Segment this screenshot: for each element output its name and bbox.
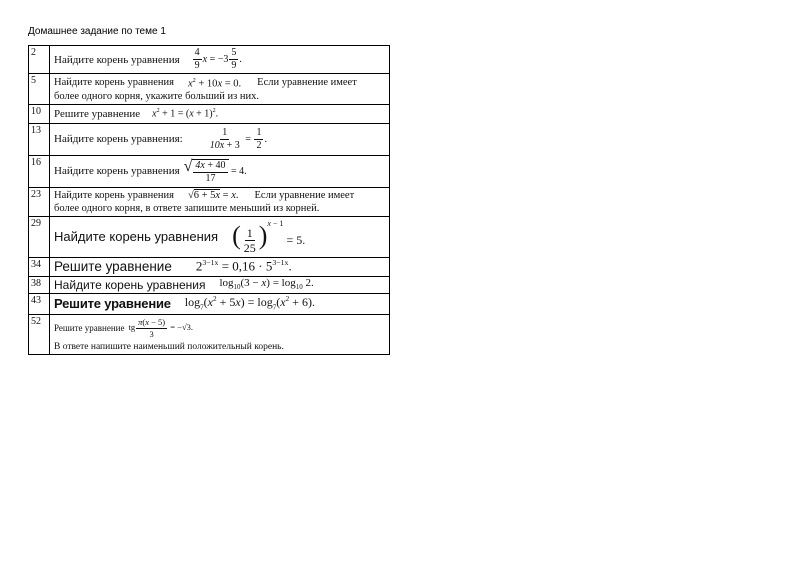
task-number: 13 (29, 123, 50, 155)
task-content (50, 276, 390, 293)
equation: $2^{3-1x} = 0,16 \cdot 5^{3-1x}$. (195, 258, 292, 274)
table-row (29, 104, 390, 123)
table-row (29, 155, 390, 187)
task-text-3: более одного корня, укажите больший из них. (54, 90, 260, 102)
task-text: Решите уравнение (54, 323, 125, 333)
task-text: Найдите корень уравнения (54, 229, 219, 244)
equation: $\frac{1}{10x + 3}$ = $\frac{1}{2}$ . (209, 126, 267, 151)
task-number: 29 (29, 216, 50, 257)
task-text: Решите уравнение (54, 296, 171, 311)
task-number: 23 (29, 187, 50, 216)
page-title: Домашнее задание по теме 1 (28, 26, 166, 37)
table-row (29, 123, 390, 155)
equation: √ $\frac{4x + 40}{17}$ = 4. (183, 157, 247, 184)
task-text: Найдите корень уравнения (54, 76, 174, 88)
task-number: 43 (29, 293, 50, 314)
table-row (29, 293, 390, 314)
table-row (29, 187, 390, 216)
task-number: 2 (29, 46, 50, 74)
equation: √6 + 5x = x. (187, 189, 239, 201)
task-number: 52 (29, 314, 50, 354)
task-text-2: Если уравнение имеет (257, 76, 357, 88)
equation: $\log_7(x^2 + 5x) = \log_7(x^2 + 6)$. (184, 295, 315, 312)
task-text: Найдите корень уравнения (54, 165, 180, 177)
task-content (50, 257, 390, 276)
task-text: Найдите корень уравнения (54, 277, 206, 292)
task-content (50, 46, 390, 74)
task-text-3: В ответе напишите наименьший положительный корень. (54, 341, 284, 352)
table-row (29, 74, 390, 105)
task-text: Решите уравнение (54, 259, 172, 274)
table-row (29, 46, 390, 74)
task-number: 34 (29, 257, 50, 276)
equation: $x^2 + 1 = (x + 1)^2$. (152, 107, 219, 120)
task-text: Найдите корень уравнения: (54, 133, 183, 145)
tasks-table (28, 45, 390, 355)
equation: $\log_{10}(3 - x) = \log_{10} 2$. (219, 277, 314, 292)
task-text-3: более одного корня, в ответе запишите меньший из корней. (54, 202, 320, 214)
table-row (29, 276, 390, 293)
table-row (29, 257, 390, 276)
task-number: 38 (29, 276, 50, 293)
task-text: Найдите корень уравнения (54, 53, 180, 66)
task-content (50, 187, 390, 216)
task-content (50, 314, 390, 354)
equation: $\frac{4}{9}$ x = −3 $\frac{5}{9}$ . (194, 47, 242, 71)
equation: tg $\frac{\pi(x - 5)}{3}$ = −√3. (128, 317, 194, 339)
task-number: 10 (29, 104, 50, 123)
task-number: 16 (29, 155, 50, 187)
task-content (50, 104, 390, 123)
task-text: Решите уравнение (54, 107, 141, 120)
task-content (50, 293, 390, 314)
task-text: Найдите корень уравнения (54, 189, 174, 201)
task-content (50, 155, 390, 187)
table-row (29, 314, 390, 354)
task-number: 5 (29, 74, 50, 105)
task-text-2: Если уравнение имеет (254, 189, 355, 201)
task-content (50, 74, 390, 105)
task-content (50, 216, 390, 257)
table-row (29, 216, 390, 257)
equation: ( $\frac{1}{25}$ )$^{x - 1}$ = 5. (232, 218, 306, 256)
equation: $x^2 + 10x = 0$. (187, 77, 242, 90)
task-content (50, 123, 390, 155)
